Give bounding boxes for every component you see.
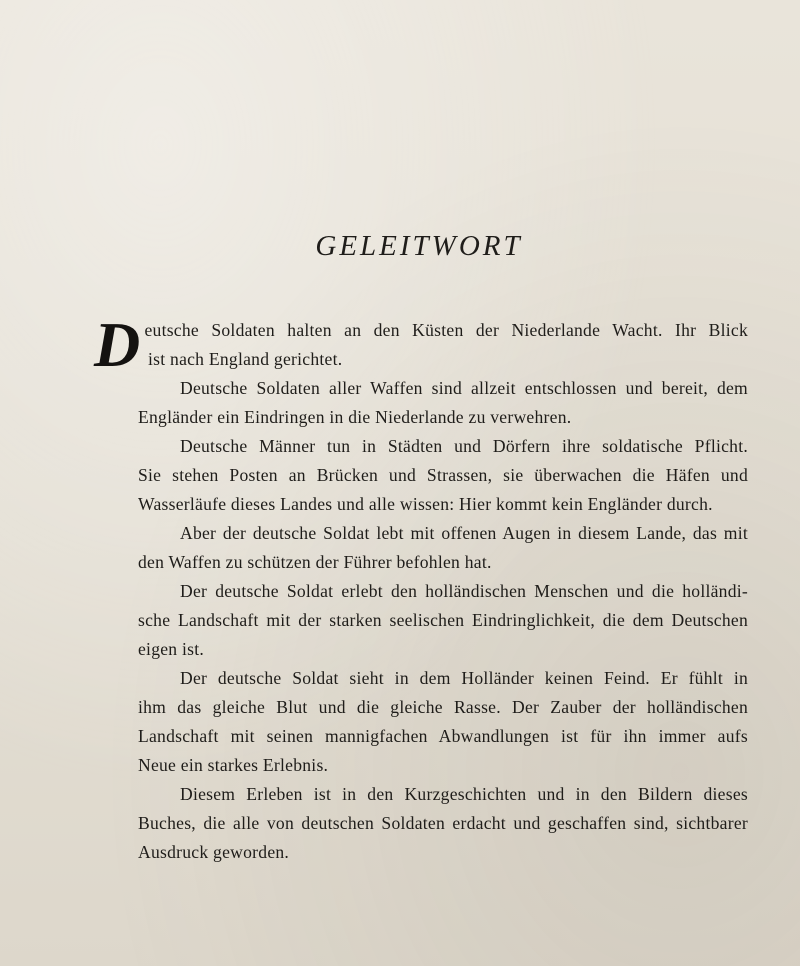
paragraph-5 [96,577,748,664]
text-line: Der deutsche Soldat sieht in dem Holländer keinen Feind. Er fühlt in [180,668,748,688]
text-line: eutsche Soldaten halten an den Küsten der Niederlande Wacht. Ihr Blick [144,320,748,340]
text-line: Diesem Erleben ist in den Kurzgeschichten und in den Bildern dieses [180,784,748,804]
text-line: Deutsche Soldaten aller Waffen sind allzeit entschlossen und bereit, dem [180,378,748,398]
text-line: sche Landschaft mit der starken seelischen Eindringlichkeit, die dem Deutschen [138,610,748,630]
text-line: Wasserläufe dieses Landes und alle wissen: Hier kommt kein Engländer durch. [138,494,713,514]
foreword-text [94,309,748,867]
text-line: Ausdruck geworden. [138,842,290,862]
text-line: ihm das gleiche Blut und die gleiche Rasse. Der Zauber der holländischen [138,697,748,717]
page-title: GELEITWORT [315,230,523,262]
drop-cap: D [94,309,141,380]
text-line: Landschaft mit seinen mannigfachen Abwandlungen ist für ihn immer aufs [138,726,748,746]
paragraph-1 [94,309,748,380]
paragraph-3 [96,432,748,519]
paragraph-7 [96,780,748,867]
text-line: ist nach England gerichtet. [148,349,343,369]
text-line: Buches, die alle von deutschen Soldaten erdacht und geschaffen sind, sichtbarer [138,813,748,833]
text-line: Der deutsche Soldat erlebt den holländischen Menschen und die holländi- [180,581,748,601]
text-line: Engländer ein Eindringen in die Niederlande zu verwehren. [138,407,572,427]
text-line: Deutsche Männer tun in Städten und Dörfern ihre soldatische Pflicht. [180,436,748,456]
paragraph-6 [96,664,748,780]
text-line: eigen ist. [138,639,205,659]
text-line: den Waffen zu schützen der Führer befohlen hat. [138,552,492,572]
text-line: Aber der deutsche Soldat lebt mit offenen Augen in diesem Lande, das mit [180,523,748,543]
paragraph-4 [96,519,748,577]
text-line: Sie stehen Posten an Brücken und Strassen, sie überwachen die Häfen und [138,465,748,485]
text-line: Neue ein starkes Erlebnis. [138,755,329,775]
paragraph-2 [96,374,748,432]
